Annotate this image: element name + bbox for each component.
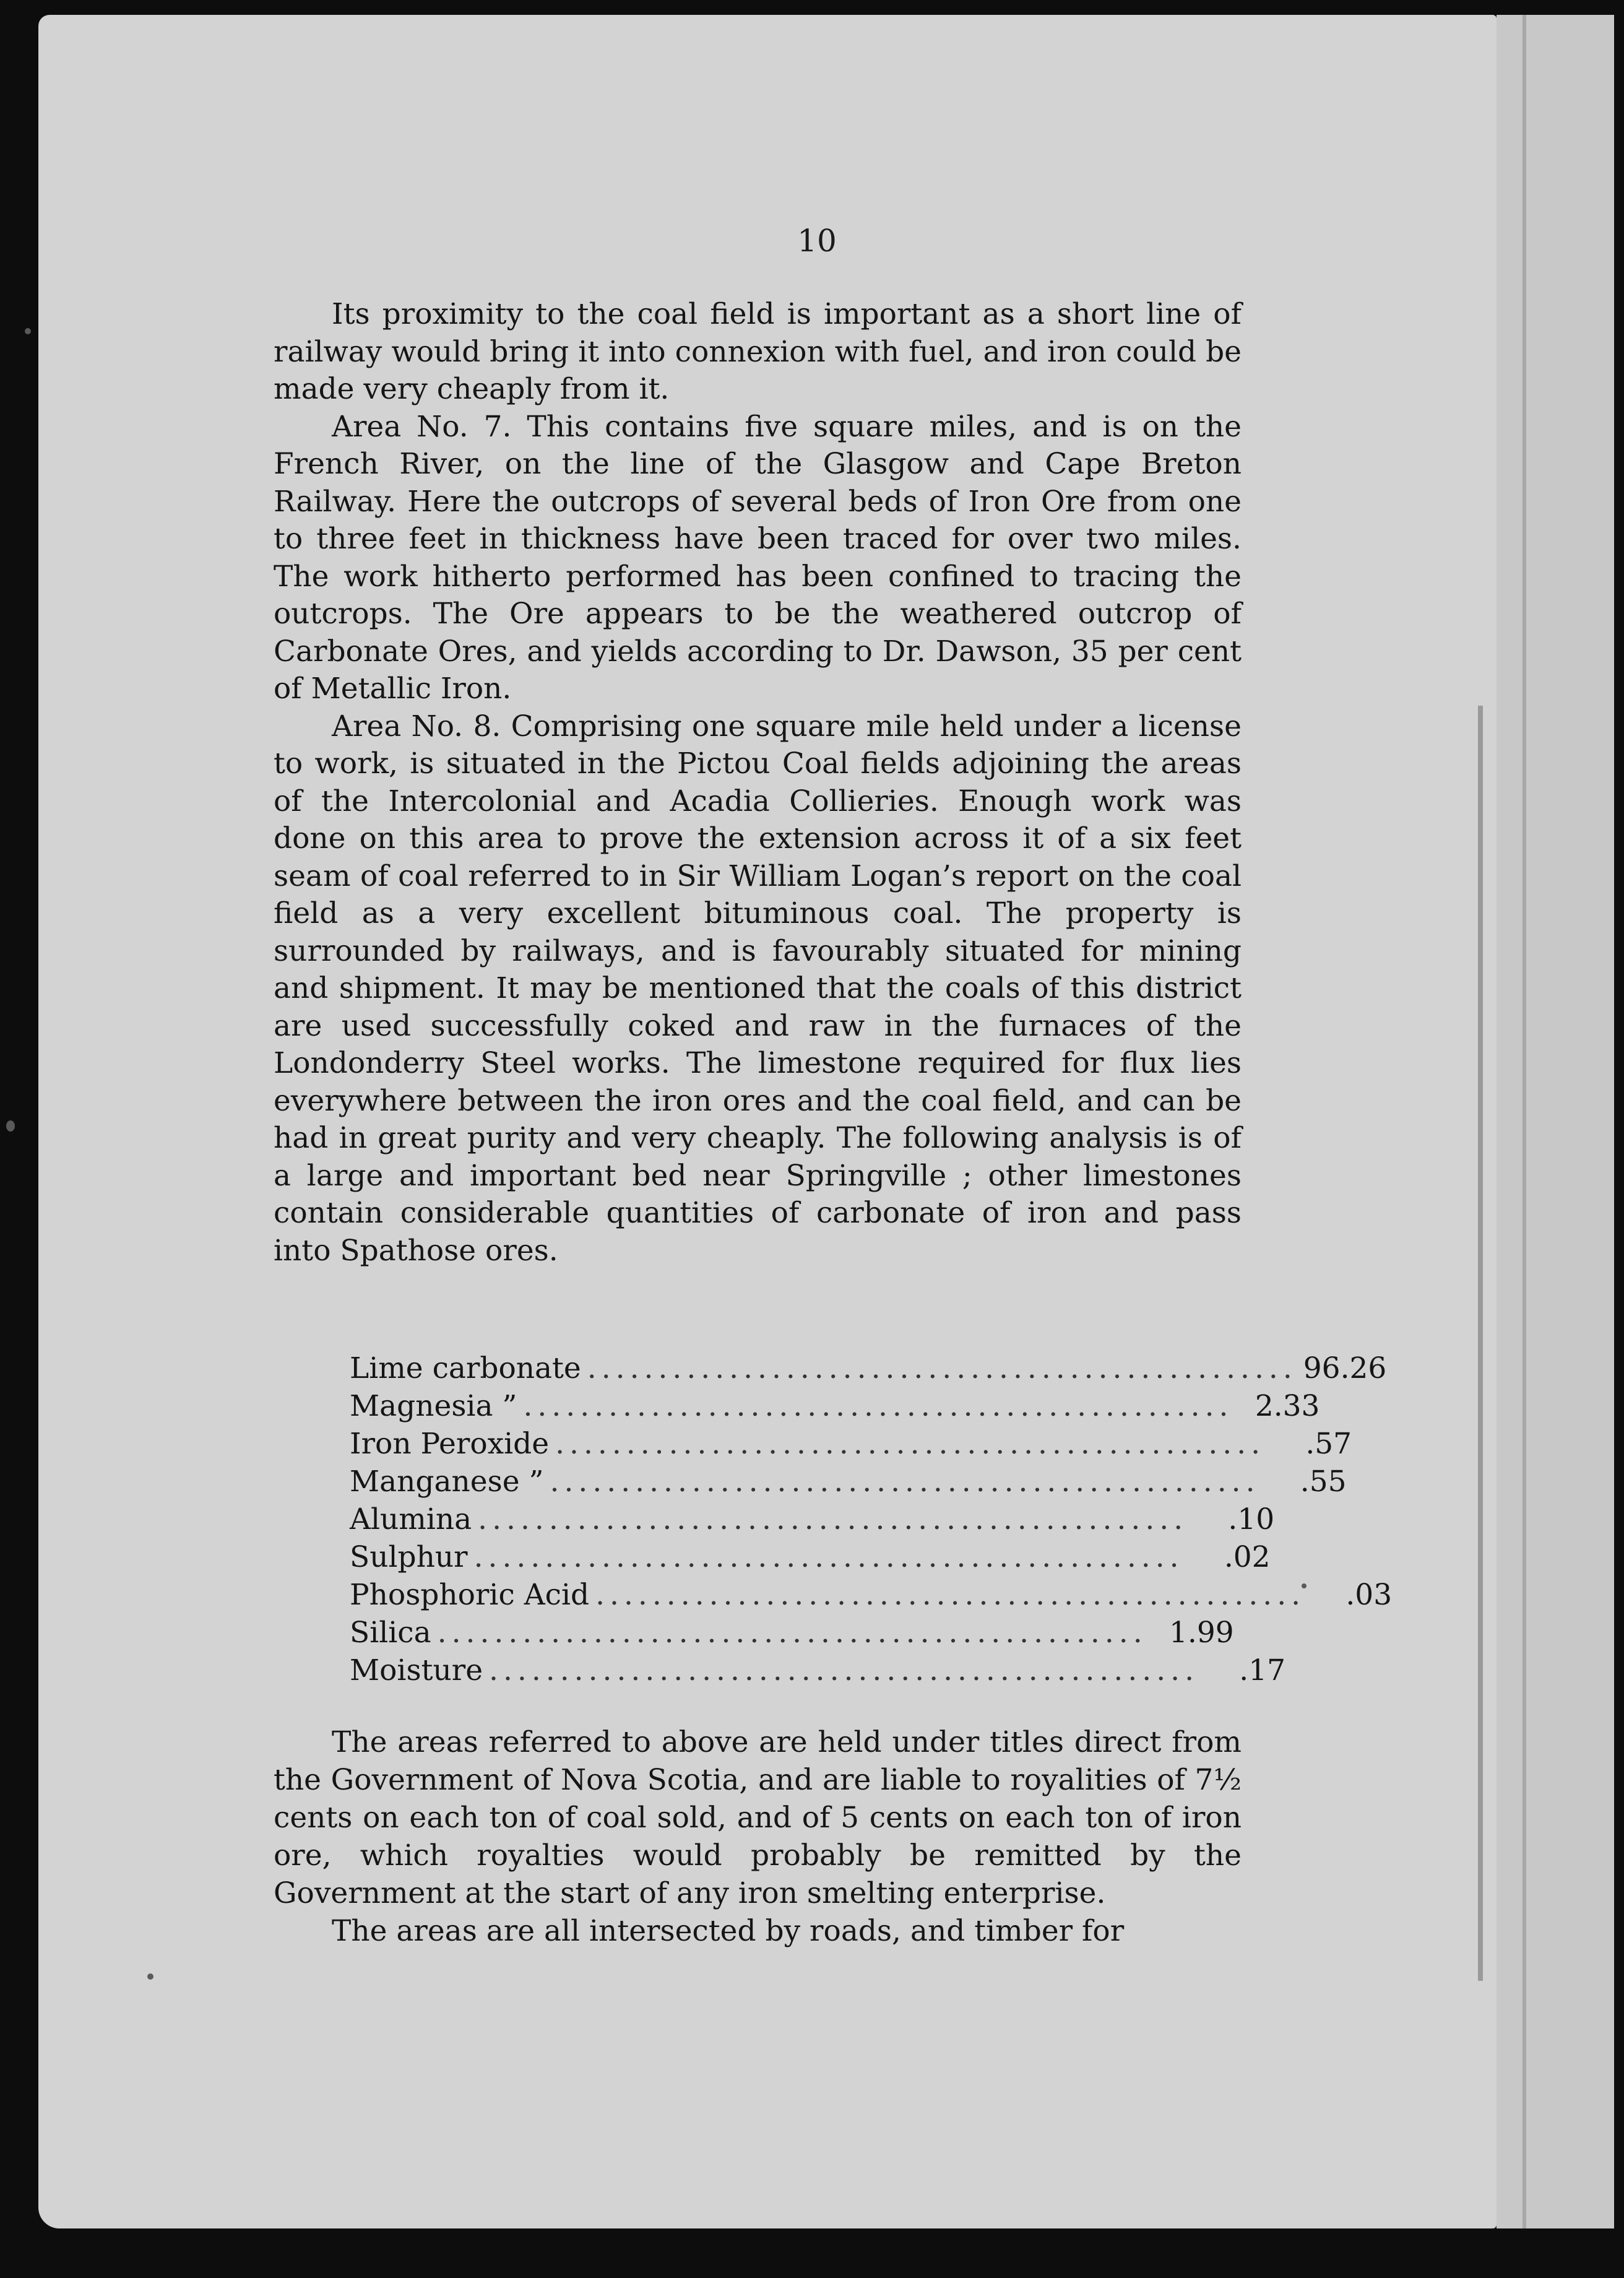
analysis-value: .03	[1345, 1578, 1393, 1612]
leader-dots: ..................................................	[489, 1653, 1199, 1687]
analysis-component: Silica	[350, 1616, 431, 1650]
paragraph-area-8: Area No. 8. Comprising one square mile held under a license to work, is situated in the Pictou Coal fields adjoining the areas of the Intercolonial and Acadia Collieries. Enough work was done on this area to prove the extension across it of a six feet seam of coal referred to in Sir William Logan’s report on the coal field as a very excellent bituminous coal. The property is surrounded by railways, and is favourably situated for mining and shipment. It may be mentioned that the coals of this district are used successfully coked and raw in the furnaces of the Londonderry Steel works. The limestone required for flux lies everywhere between the iron ores and the coal field, and can be had in great purity and very cheaply. The following analysis is of a large and important bed near Springville ; other limestones contain considerable quantities of carbonate of iron and pass into Spathose ores.	[274, 709, 1242, 1268]
adjacent-page-gutter	[1522, 15, 1526, 2228]
leader-dots: ..................................................	[595, 1578, 1306, 1612]
analysis-value: 96.26	[1303, 1351, 1387, 1385]
leader-dots: ..................................................	[587, 1351, 1297, 1385]
adjacent-page-strip	[1497, 15, 1614, 2228]
analysis-component: Moisture	[350, 1653, 483, 1687]
analysis-row	[350, 1501, 1275, 1538]
body-text-top	[274, 296, 1242, 1270]
leader-dots: ..................................................	[478, 1502, 1188, 1536]
analysis-row	[350, 1614, 1234, 1652]
paragraph-coal-proximity: Its proximity to the coal field is important as a short line of railway would bring it into connexion with fuel, and iron could be made very cheaply from it.	[274, 297, 1242, 406]
analysis-row	[350, 1387, 1320, 1425]
leader-dots: ..................................................	[550, 1465, 1260, 1499]
limestone-analysis-table	[350, 1349, 1393, 1689]
analysis-component: Sulphur	[350, 1540, 468, 1574]
analysis-value: .02	[1224, 1540, 1271, 1574]
analysis-row	[350, 1463, 1347, 1501]
body-text-bottom	[274, 1723, 1242, 1950]
paragraph-titles-royalties: The areas referred to above are held under titles direct from the Government of Nova Scotia, and are liable to royalities of 7½ cents on each ton of coal sold, and of 5 cents on each ton of iron ore, which royalties would probably be remitted by the Government at the start of any iron smelting enterprise.	[274, 1725, 1242, 1910]
analysis-component: Alumina	[350, 1502, 472, 1536]
analysis-row	[350, 1652, 1286, 1689]
scan-speck	[147, 1973, 153, 1980]
page-number: 10	[797, 223, 837, 259]
paragraph-area-7: Area No. 7. This contains five square miles, and is on the French River, on the line of the Glasgow and Cape Breton Railway. Here the outcrops of several beds of Iron Ore from one to three feet in thickness have been traced for over two miles. The work hitherto performed has been confined to tracing the outcrops. The Ore appears to be the weathered outcrop of Carbonate Ores, and yields according to Dr. Dawson, 35 per cent of Metallic Iron.	[274, 409, 1242, 706]
page-fold-edge	[1478, 706, 1483, 1981]
paragraph-roads-timber: The areas are all intersected by roads, and timber for	[332, 1914, 1125, 1948]
analysis-value: .17	[1239, 1653, 1286, 1687]
analysis-row	[350, 1576, 1393, 1614]
analysis-row	[350, 1349, 1387, 1387]
analysis-row	[350, 1425, 1352, 1463]
analysis-value: .10	[1228, 1502, 1275, 1536]
analysis-value: .55	[1300, 1465, 1347, 1499]
analysis-component: Lime carbonate	[350, 1351, 581, 1385]
analysis-component: Manganese ”	[350, 1465, 544, 1499]
leader-dots: ..................................................	[523, 1389, 1233, 1423]
scan-speck	[25, 328, 31, 334]
analysis-component: Phosphoric Acid	[350, 1578, 590, 1612]
scan-speck	[6, 1120, 15, 1132]
analysis-value: 1.99	[1168, 1616, 1234, 1650]
leader-dots: ..................................................	[437, 1616, 1147, 1650]
analysis-component: Magnesia ”	[350, 1389, 517, 1423]
analysis-value: .57	[1305, 1427, 1352, 1461]
leader-dots: ..................................................	[555, 1427, 1266, 1461]
analysis-component: Iron Peroxide	[350, 1427, 550, 1461]
analysis-row	[350, 1538, 1271, 1576]
analysis-value: 2.33	[1255, 1389, 1320, 1423]
leader-dots: ..................................................	[473, 1540, 1184, 1574]
